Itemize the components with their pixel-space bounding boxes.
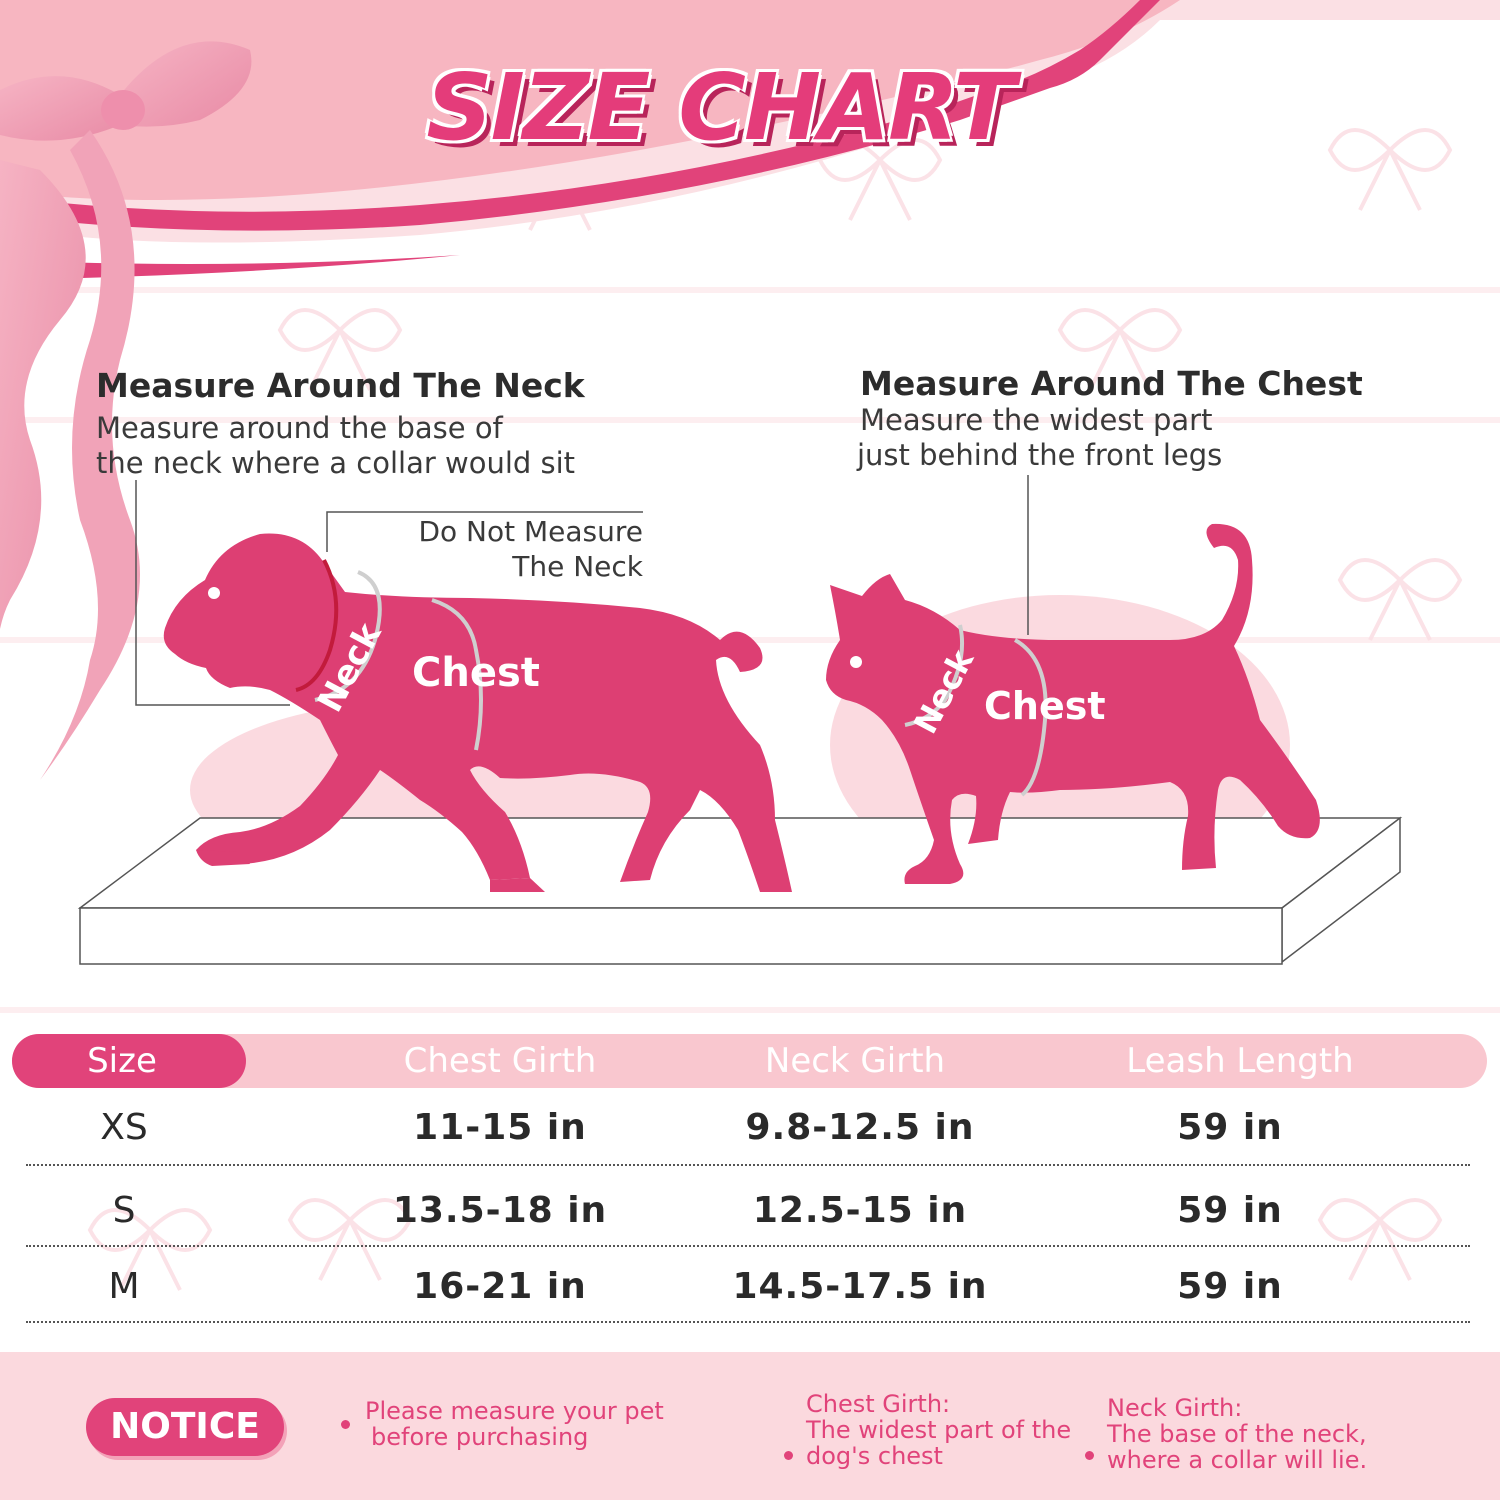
cell-neck-girth: 12.5-15 in (752, 1190, 968, 1231)
header-leash-length: Leash Length (1126, 1041, 1354, 1081)
notice-item2-line1: Chest Girth: (806, 1390, 951, 1418)
header-neck-girth: Neck Girth (764, 1041, 946, 1081)
do-not-measure-line1: Do Not Measure (418, 515, 643, 548)
neck-section-desc-line1: Measure around the base of (96, 411, 503, 445)
cell-neck-girth: 9.8-12.5 in (745, 1107, 975, 1148)
notice-badge: NOTICE (86, 1398, 284, 1456)
table-row (0, 1181, 1500, 1241)
cat-neck-label: Neck (906, 643, 982, 740)
dog-silhouette (164, 534, 792, 892)
chest-section-heading: Measure Around The Chest (860, 364, 1363, 403)
cell-neck-girth: 14.5-17.5 in (732, 1266, 988, 1307)
cell-chest-girth: 16-21 in (413, 1266, 587, 1307)
dog-neck-label: Neck (310, 616, 390, 719)
page-title: SIZE CHART (426, 54, 1014, 161)
cell-leash-length: 59 in (1177, 1107, 1283, 1148)
cell-size: M (108, 1266, 140, 1307)
table-row (0, 1098, 1500, 1158)
cat-chest-label: Chest (984, 684, 1106, 728)
notice-item3-line3: where a collar will lie. (1107, 1446, 1368, 1474)
bullet-icon (341, 1420, 350, 1429)
row-divider (26, 1164, 1470, 1166)
dog-chest-label: Chest (412, 650, 540, 696)
cell-leash-length: 59 in (1177, 1190, 1283, 1231)
chest-section-desc-line1: Measure the widest part (860, 403, 1213, 437)
chest-section-desc-line2: just behind the front legs (857, 438, 1223, 472)
cell-chest-girth: 11-15 in (413, 1107, 587, 1148)
cell-size: XS (100, 1107, 148, 1148)
cell-chest-girth: 13.5-18 in (392, 1190, 608, 1231)
row-divider (26, 1321, 1470, 1323)
notice-item3-line2: The base of the neck, (1107, 1420, 1367, 1448)
notice-item2-line3: dog's chest (806, 1442, 943, 1470)
bullet-icon (1085, 1451, 1094, 1460)
notice-item3-line1: Neck Girth: (1107, 1394, 1243, 1422)
do-not-measure-line2: The Neck (512, 550, 643, 583)
header-size: Size (87, 1041, 157, 1081)
neck-section-heading: Measure Around The Neck (96, 366, 585, 405)
notice-item2-line2: The widest part of the (806, 1416, 1072, 1444)
cell-size: S (112, 1190, 136, 1231)
neck-section-desc-line2: the neck where a collar would sit (96, 446, 576, 480)
table-row (0, 1257, 1500, 1317)
bullet-icon (784, 1451, 793, 1460)
header-chest-girth: Chest Girth (403, 1041, 597, 1081)
notice-item1-line1: Please measure your pet (365, 1397, 664, 1425)
row-divider (26, 1245, 1470, 1247)
cell-leash-length: 59 in (1177, 1266, 1283, 1307)
notice-item1-line2: before purchasing (371, 1423, 589, 1451)
